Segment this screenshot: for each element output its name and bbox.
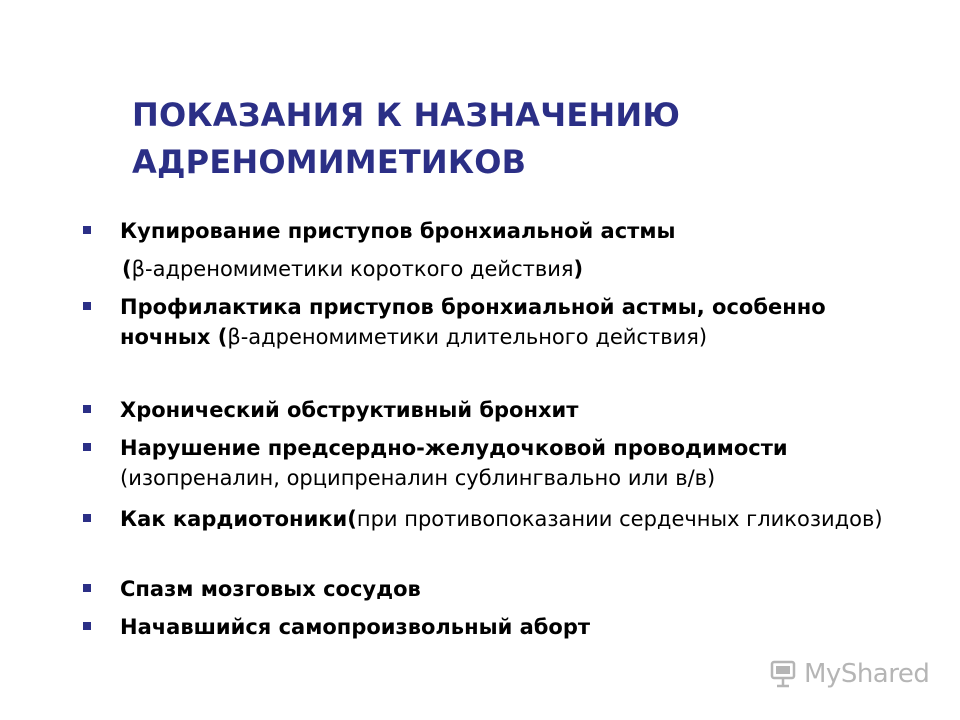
list-item	[120, 433, 900, 493]
watermark	[768, 656, 929, 692]
square-bullet-icon	[83, 514, 91, 522]
square-bullet-icon	[83, 443, 91, 451]
continuation-close-paren: )	[573, 257, 584, 281]
item-normal-text: при противопоказании сердечных гликозидов)	[356, 507, 883, 531]
continuation-text: β-адреномиметики короткого действия	[131, 257, 574, 281]
square-bullet-icon	[83, 302, 91, 310]
continuation-open-paren: (	[122, 257, 132, 281]
item-bold-text: Нарушение предсердно-желудочковой проводимости	[120, 436, 788, 460]
list-item	[120, 612, 900, 642]
item-normal-text: (изопреналин, орципреналин сублингвально или в/в)	[120, 466, 716, 490]
item-normal-text: β-адреномиметики длительного действия)	[227, 325, 708, 349]
watermark-text: MyShared	[804, 659, 930, 689]
square-bullet-icon	[83, 584, 91, 592]
item-bold-text: Хронический обструктивный бронхит	[120, 398, 579, 422]
list-item	[120, 292, 900, 352]
slide-title-line-2: АДРЕНОМИМЕТИКОВ	[132, 143, 527, 181]
item-bold-text: Профилактика приступов бронхиальной астмы, особенно ночных (	[120, 295, 826, 349]
list-item	[120, 395, 900, 425]
item-bold-text: Начавшийся самопроизвольный аборт	[120, 615, 591, 639]
square-bullet-icon	[83, 405, 91, 413]
item-bold-text: Купирование приступов бронхиальной астмы	[120, 219, 676, 243]
presentation-board-icon	[768, 659, 798, 689]
list-item	[120, 574, 900, 604]
item-bold-text: Спазм мозговых сосудов	[120, 577, 421, 601]
slide-title-line-1: ПОКАЗАНИЯ К НАЗНАЧЕНИЮ	[132, 96, 681, 134]
list-item	[120, 216, 900, 246]
item-bold-text: Как кардиотоники(	[120, 507, 357, 531]
item-1-continuation	[122, 254, 583, 284]
list-item	[120, 504, 900, 534]
square-bullet-icon	[83, 226, 91, 234]
square-bullet-icon	[83, 622, 91, 630]
